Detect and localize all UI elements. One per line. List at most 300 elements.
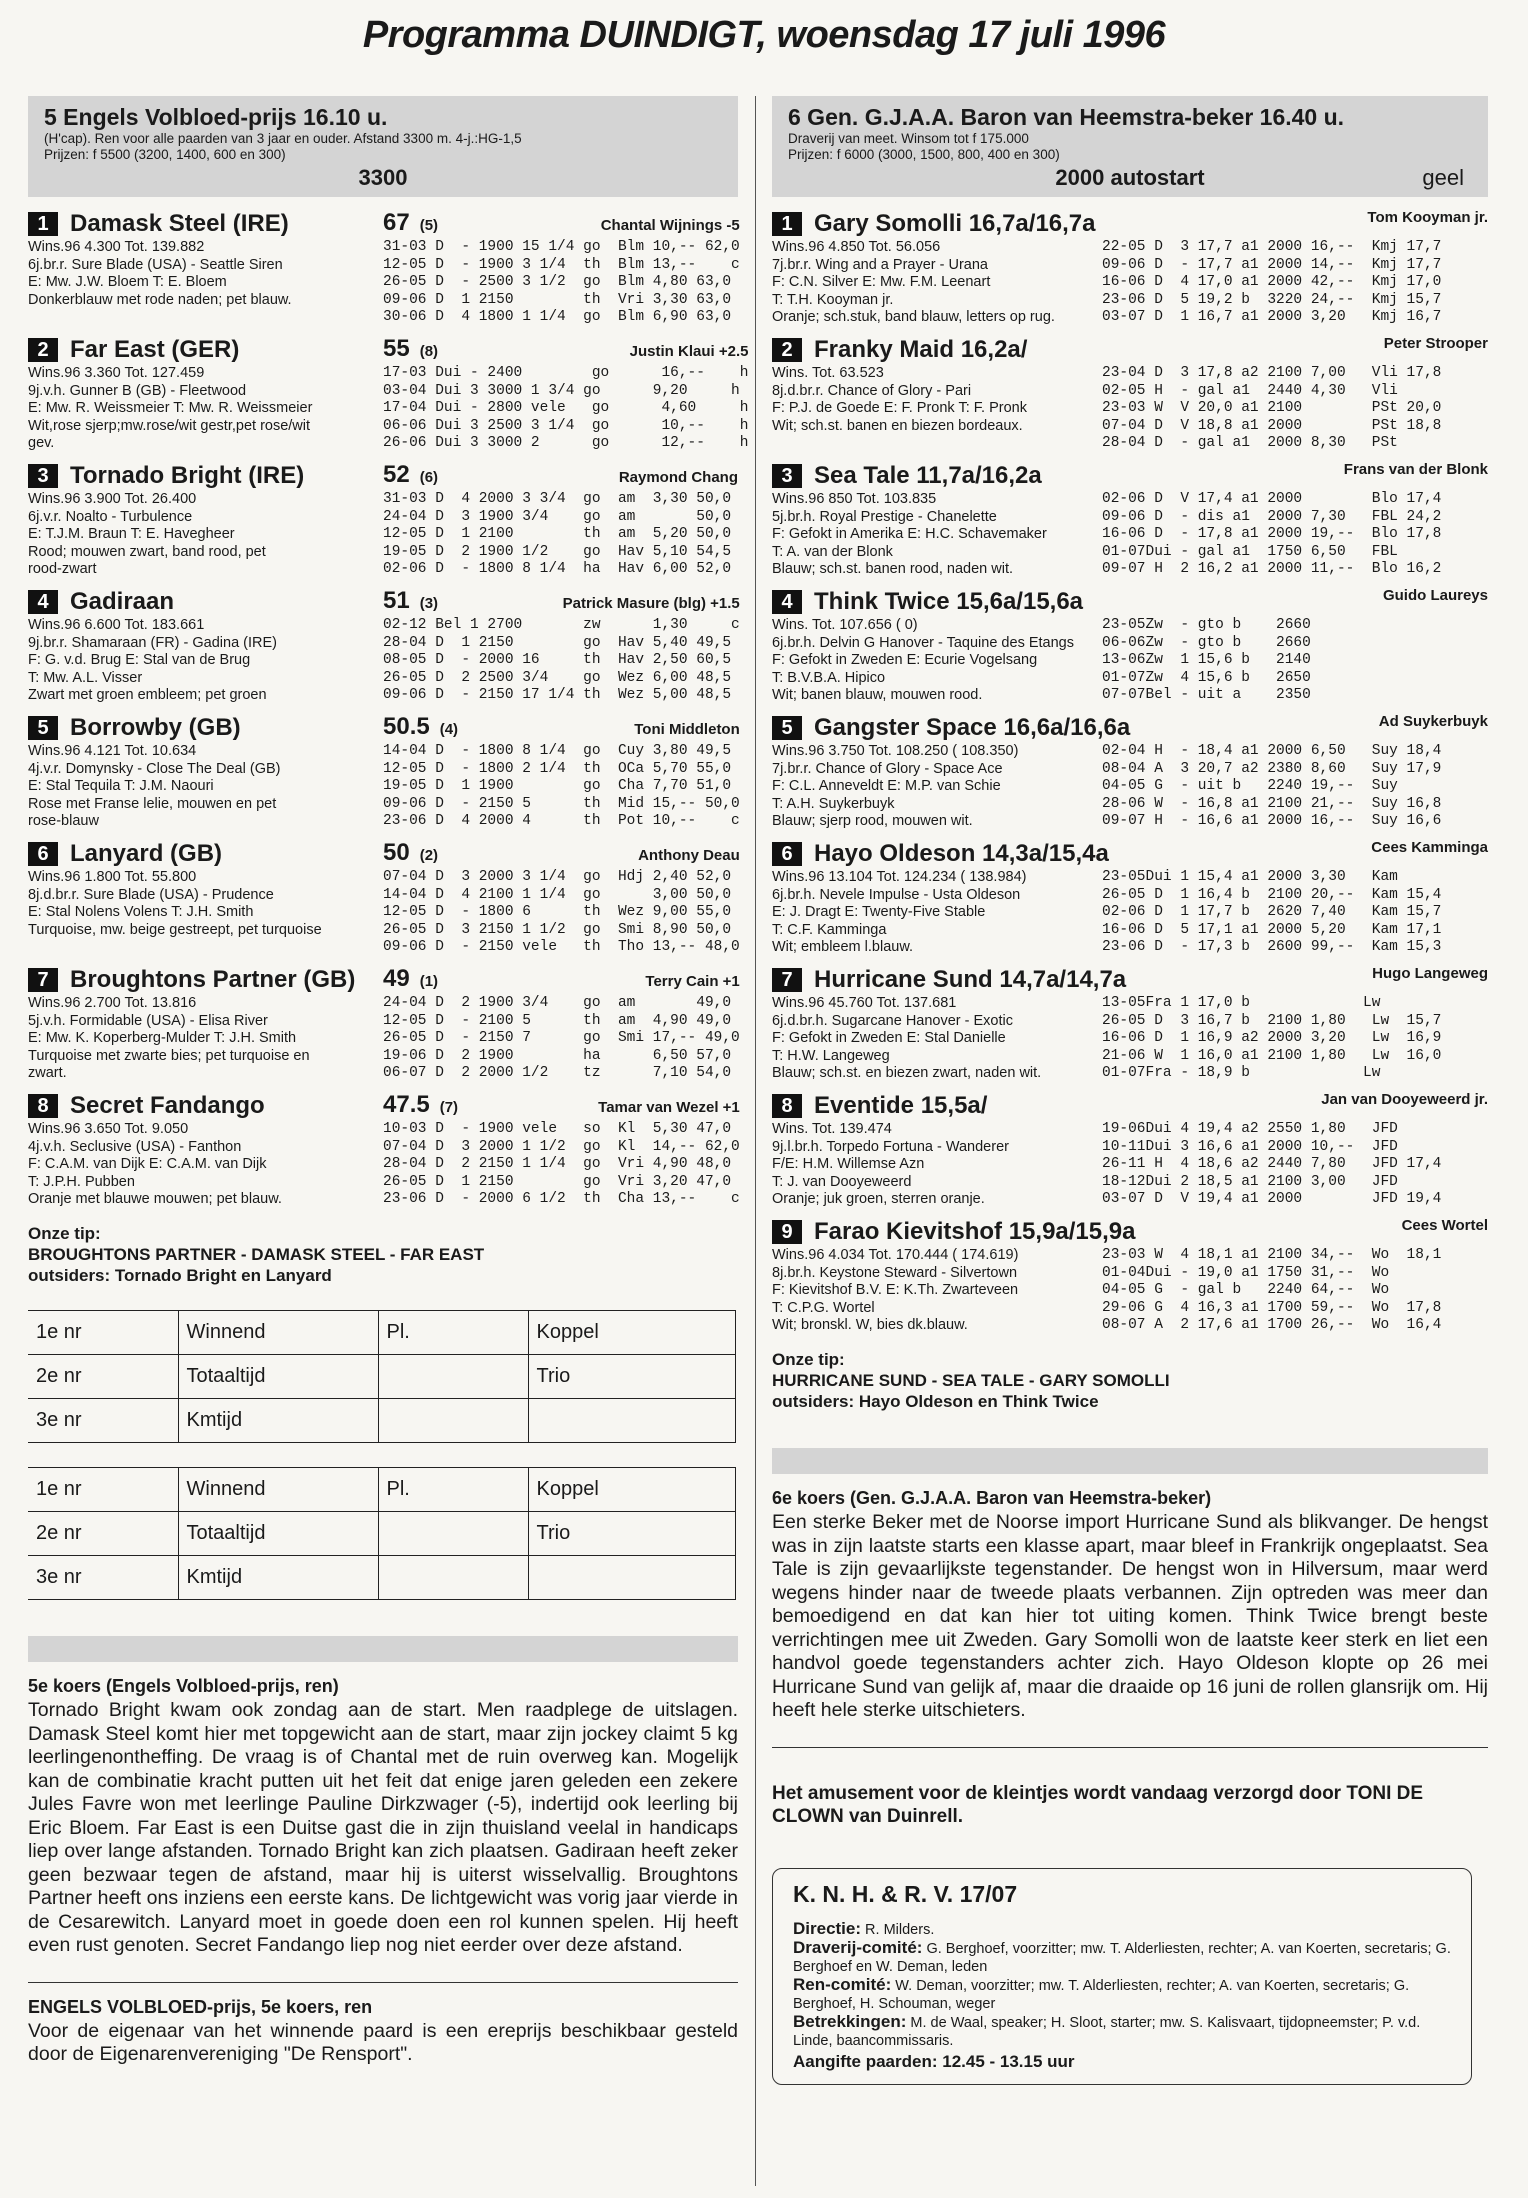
horse-info-line: Wins.96 13.104 Tot. 124.234 ( 138.984): [772, 869, 1027, 885]
horse-info-line: T: B.V.B.A. Hipico: [772, 669, 886, 686]
weight: [383, 713, 458, 741]
horse-form: [383, 965, 740, 1091]
horse-name: Hurricane Sund 14,7a/14,7a: [814, 966, 1127, 993]
race5-preview-body: Tornado Bright kwam ook zondag aan de start. Men raadplege de uitslagen. Damask Steel komt hier met topgewicht aan de start, maar zijn jockey claimt 5 kg leerlingenontheffing. De vraag is of Chantal met de ruin overweg kan. Mogelijk kan de combinatie kracht putten uit het feit dat enige jaren geleden een zekere Jules Favre won met leerlinge Pauline Dirkzwager (-5), indertijd ook leerling bij Eric Bloem. Far East is een Duitse gast die in zijn thuisland veelal in handicaps liep over lange afstanden. Tornado Bright kan zich plaatsen. Gadiraan heeft zeker geen bezwaar tegen de afstand, maar hij is uiterst wisselvallig. Broughtons Partner heeft ons inziens een eerste kans. De lichtgewicht was vorig jaar vierde in de Cesarewitch. Lanyard moet in goede doen een rol kunnen spelen. Hij heeft even rust genoten. Secret Fandango liep nog niet eerder over deze afstand.: [28, 1699, 738, 1956]
horse-info-line: zwart.: [28, 1065, 67, 1081]
knh-title: K. N. H. & R. V. 17/07: [793, 1880, 1018, 1907]
form-line: 19-05 D 1 1900 go Cha 7,70 51,0: [383, 778, 732, 794]
horse-info-line: Wins.96 4.300 Tot. 139.882: [28, 239, 205, 255]
form-cell: [528, 1399, 736, 1443]
gray-separator: [28, 1636, 738, 1662]
form-cell: Trio: [528, 1512, 736, 1556]
weight-jockey-line: [383, 461, 738, 491]
form-line: 12-05 D - 2100 5 th am 4,90 49,0: [383, 1012, 732, 1029]
result-form-2: [28, 1467, 736, 1600]
form-line: 23-03 W V 20,0 a1 2100 PSt 20,0: [1102, 400, 1442, 416]
form-line: 01-07Fra - 18,9 b Lw: [1102, 1065, 1381, 1081]
race6-color: geel: [1422, 165, 1464, 190]
horse-info-line: E: Stal Tequila T: J.M. Naouri: [28, 778, 214, 794]
knh-lines: [793, 1920, 1451, 2051]
horse-info-line: Wins.96 6.600 Tot. 183.661: [28, 617, 205, 633]
form-cell: [378, 1556, 528, 1600]
form-line: 19-06Dui 4 19,4 a2 2550 1,80 JFD: [1102, 1121, 1398, 1137]
form-line: 30-06 D 4 1800 1 1/4 go Blm 6,90 63,0: [383, 309, 732, 325]
form-line: 03-04 Dui 3 3000 1 3/4 go 9,20 h: [383, 382, 740, 399]
form-cell: [378, 1355, 528, 1399]
weight: [383, 335, 438, 363]
weight: [383, 461, 438, 489]
horse-name-line: [28, 587, 383, 617]
form-cell: [378, 1512, 528, 1556]
form-line: 23-05Dui 1 15,4 a1 2000 3,30 Kam: [1102, 869, 1398, 885]
horse-entry: [28, 713, 738, 839]
form-line: 08-07 A 2 17,6 a1 1700 26,-- Wo 16,4: [1102, 1317, 1442, 1333]
race6-title: 6 Gen. G.J.A.A. Baron van Heemstra-beker 16.40 u.: [788, 104, 1345, 130]
horse-info-line: Wins. Tot. 107.656 ( 0): [772, 617, 918, 633]
horse-info-line: E: J. Dragt E: Twenty-Five Stable: [772, 904, 986, 920]
horse-details: [28, 335, 383, 461]
race6-tip-label: Onze tip:: [772, 1350, 845, 1369]
horse-info-line: Wins.96 45.760 Tot. 137.681: [772, 995, 957, 1011]
form-line: 16-06 D 1 16,9 a2 2000 3,20 Lw 16,9: [1102, 1030, 1442, 1046]
start-number: 3: [28, 464, 58, 488]
form-cell: 1e nr: [28, 1311, 178, 1355]
form-line: 04-05 G - gal b 2240 64,-- Wo: [1102, 1282, 1390, 1298]
start-number: 5: [28, 716, 58, 740]
form-cell: Koppel: [528, 1468, 736, 1512]
horse-info-line: Wins.96 3.650 Tot. 9.050: [28, 1121, 189, 1137]
form-line: 28-04 D 2 2150 1 1/4 go Vri 4,90 48,0: [383, 1156, 732, 1172]
form-line: 13-05Fra 1 17,0 b Lw: [1102, 995, 1381, 1011]
horse-name-line: [772, 1091, 1472, 1121]
horse-info-line: 5j.v.h. Formidable (USA) - Elisa River: [28, 1012, 268, 1029]
horse-info-line: F: C.L. Anneveldt E: M.P. van Schie: [772, 778, 1001, 794]
horse-details: [772, 335, 1102, 461]
race6-preview-title: 6e koers (Gen. G.J.A.A. Baron van Heemstra-beker): [772, 1488, 1212, 1508]
form-line: 09-07 H - 16,6 a1 2000 16,-- Suy 16,6: [1102, 813, 1442, 829]
race5-preview-title: 5e koers (Engels Volbloed-prijs, ren): [28, 1676, 339, 1696]
form-line: 23-06 D - 17,3 b 2600 99,-- Kam 15,3: [1102, 939, 1442, 955]
horse-details: [28, 587, 383, 713]
jockey: Hugo Langeweg: [1372, 965, 1488, 982]
knh-line-text: R. Milders.: [861, 1921, 935, 1938]
form-line: 07-04 D 3 2000 3 1/4 go Hdj 2,40 52,0: [383, 869, 732, 885]
weight-jockey-line: [383, 839, 740, 869]
horse-info-line: Blauw; sch.st. banen rood, naden wit.: [772, 561, 1014, 577]
form-line: 18-12Dui 2 18,5 a1 2100 3,00 JFD: [1102, 1173, 1398, 1190]
horse-info-line: Wit; bronskl. W, bies dk.blauw.: [772, 1317, 968, 1333]
form-line: 23-03 W 4 18,1 a1 2100 34,-- Wo 18,1: [1102, 1247, 1442, 1263]
horse-info-line: E: Mw. K. Koperberg-Mulder T: J.H. Smith: [28, 1030, 297, 1046]
horse-name: Farao Kievitshof 15,9a/15,9a: [814, 1218, 1136, 1245]
horse-info-line: F: G. v.d. Brug E: Stal van de Brug: [28, 652, 251, 668]
horse-info-line: E: Mw. J.W. Bloem T: E. Bloem: [28, 274, 227, 290]
form-cell: 1e nr: [28, 1468, 178, 1512]
knh-line: [793, 1939, 1451, 1976]
form-line: 21-06 W 1 16,0 a1 2100 1,80 Lw 16,0: [1102, 1047, 1442, 1064]
divider: [772, 1747, 1488, 1748]
horse-name-line: [28, 335, 383, 365]
knh-line-text: M. de Waal, speaker; H. Sloot, starter; mw. S. Kalisvaart, tijdopneemster; P. v.d. Linde, baancommissaris.: [793, 2015, 1421, 2049]
form-cell: Winnend: [178, 1468, 378, 1512]
form-line: 26-05 D 2 2500 3/4 go Wez 6,00 48,5: [383, 669, 732, 686]
horse-form: [383, 209, 740, 335]
knh-line: [793, 1976, 1451, 2013]
horse-form: [383, 587, 740, 713]
horse-info-line: Blauw; sch.st. en biezen zwart, naden wit.: [772, 1065, 1042, 1081]
form-cell: Kmtijd: [178, 1556, 378, 1600]
horse-info-line: 8j.d.br.r. Chance of Glory - Pari: [772, 382, 972, 399]
horse-info-line: Blauw; sjerp rood, mouwen wit.: [772, 813, 973, 829]
race6-tip: [772, 1349, 1488, 1412]
horse-entry: [772, 965, 1488, 1091]
form-line: 06-07 D 2 2000 1/2 tz 7,10 54,0: [383, 1065, 732, 1081]
form-line: 07-07Bel - uit a 2350: [1102, 687, 1311, 703]
form-cell: 2e nr: [28, 1512, 178, 1556]
horse-name-line: [772, 713, 1472, 743]
draw-number: (2): [419, 847, 439, 864]
horse-details: [28, 965, 383, 1091]
form-cell: Winnend: [178, 1311, 378, 1355]
start-number: 7: [772, 968, 802, 992]
horse-details: [772, 209, 1102, 335]
knh-line-label: Betrekkingen:: [793, 2012, 907, 2031]
result-form-1: [28, 1310, 736, 1443]
weight: [383, 209, 438, 237]
form-line: 09-06 D - 2150 vele th Tho 13,-- 48,0: [383, 939, 740, 955]
form-line: 02-06 D 1 17,7 b 2620 7,40 Kam 15,7: [1102, 904, 1442, 920]
divider: [28, 1982, 738, 1983]
horse-info-line: T: Mw. A.L. Visser: [28, 669, 143, 686]
horse-name-line: [772, 839, 1472, 869]
weight: [383, 1091, 458, 1119]
race6-distance-text: 2000 autostart: [1055, 165, 1205, 190]
start-number: 3: [772, 464, 802, 488]
weight-value: 51: [383, 587, 410, 614]
right-column: [772, 96, 1488, 2186]
form-line: 19-06 D 2 1900 ha 6,50 57,0: [383, 1047, 732, 1064]
form-line: 24-04 D 2 1900 3/4 go am 49,0: [383, 995, 732, 1011]
horse-info-line: F: C.A.M. van Dijk E: C.A.M. van Dijk: [28, 1156, 267, 1172]
weight: [383, 587, 438, 615]
race5-tip: [28, 1223, 738, 1286]
horse-name: Sea Tale 11,7a/16,2a: [814, 462, 1042, 489]
horse-info-line: rose-blauw: [28, 813, 99, 829]
horse-info-line: 6j.br.r. Sure Blade (USA) - Seattle Siren: [28, 256, 283, 273]
form-cell: Koppel: [528, 1311, 736, 1355]
form-line: 10-03 D - 1900 vele so Kl 5,30 47,0: [383, 1121, 732, 1137]
horse-entry: [772, 461, 1488, 587]
form-line: 09-06 D - 17,7 a1 2000 14,-- Kmj 17,7: [1102, 256, 1442, 273]
race5-title: 5 Engels Volbloed-prijs 16.10 u.: [44, 104, 388, 130]
horse-info-line: T: J.P.H. Pubben: [28, 1173, 135, 1190]
jockey: Peter Strooper: [1383, 335, 1488, 352]
jockey: Cees Wortel: [1401, 1217, 1488, 1234]
start-number: 4: [772, 590, 802, 614]
form-line: 16-06 D - 17,8 a1 2000 19,-- Blo 17,8: [1102, 526, 1442, 542]
horse-info-line: Wins. Tot. 139.474: [772, 1121, 892, 1137]
horse-name: Hayo Oldeson 14,3a/15,4a: [814, 840, 1109, 867]
start-number: 5: [772, 716, 802, 740]
horse-info-line: Wins.96 2.700 Tot. 13.816: [28, 995, 197, 1011]
horse-info-line: T: J. van Dooyeweerd: [772, 1173, 912, 1190]
horse-info-line: F: Gefokt in Amerika E: H.C. Schavemaker: [772, 526, 1047, 542]
horse-info-line: Zwart met groen embleem; pet groen: [28, 687, 267, 703]
horse-info-line: Wins.96 850 Tot. 103.835: [772, 491, 937, 507]
horse-info-line: Oranje met blauwe mouwen; pet blauw.: [28, 1191, 282, 1207]
horse-info-line: 7j.br.r. Chance of Glory - Space Ace: [772, 760, 1003, 777]
start-number: 1: [28, 212, 58, 236]
horse-form: [383, 839, 740, 965]
race6-preview: [772, 1488, 1488, 1723]
horse-name-line: [28, 965, 383, 995]
form-line: 22-05 D 3 17,7 a1 2000 16,-- Kmj 17,7: [1102, 239, 1442, 255]
form-line: 31-03 D 4 2000 3 3/4 go am 3,30 50,0: [383, 491, 732, 507]
draw-number: (4): [439, 721, 459, 738]
jockey: Terry Cain +1: [645, 973, 740, 990]
start-number: 8: [772, 1094, 802, 1118]
weight-jockey-line: [383, 713, 740, 743]
knh-footer: Aangifte paarden: 12.45 - 13.15 uur: [793, 2052, 1075, 2071]
race6-prizes: Prijzen: f 6000 (3000, 1500, 800, 400 en 300): [788, 147, 1060, 162]
start-number: 9: [772, 1220, 802, 1244]
form-line: 12-05 D - 1800 2 1/4 th OCa 5,70 55,0: [383, 760, 732, 777]
form-line: 24-04 D 3 1900 3/4 go am 50,0: [383, 508, 732, 525]
form-line: 23-05Zw - gto b 2660: [1102, 617, 1311, 633]
horse-info-line: 4j.v.r. Domynsky - Close The Deal (GB): [28, 760, 281, 777]
draw-number: (3): [419, 595, 439, 612]
form-cell: Totaaltijd: [178, 1512, 378, 1556]
horse-form: [383, 1091, 740, 1217]
horse-name: Broughtons Partner (GB): [70, 966, 356, 993]
form-line: 01-07Zw 4 15,6 b 2650: [1102, 669, 1311, 686]
start-number: 2: [772, 338, 802, 362]
jockey: Toni Middleton: [634, 721, 740, 738]
start-number: 6: [772, 842, 802, 866]
horse-details: [772, 461, 1102, 587]
knh-line-label: Directie:: [793, 1918, 862, 1938]
horse-details: [772, 965, 1127, 1091]
form-line: 09-06 D - 2150 17 1/4 th Wez 5,00 48,5: [383, 687, 732, 703]
horse-info-line: Donkerblauw met rode naden; pet blauw.: [28, 291, 292, 308]
form-line: 08-04 A 3 20,7 a2 2380 8,60 Suy 17,9: [1102, 760, 1442, 777]
form-cell: [378, 1399, 528, 1443]
form-cell: 3e nr: [28, 1399, 178, 1443]
race5-field: [28, 209, 749, 1217]
race5-tip-label: Onze tip:: [28, 1224, 101, 1243]
form-line: 14-04 D 4 2100 1 1/4 go 3,00 50,0: [383, 886, 732, 903]
draw-number: (1): [419, 973, 439, 990]
jockey: Anthony Deau: [638, 847, 740, 864]
horse-info-line: 7j.br.r. Wing and a Prayer - Urana: [772, 256, 988, 273]
horse-name: Gangster Space 16,6a/16,6a: [814, 714, 1131, 741]
page-title: Programma DUINDIGT, woensdag 17 juli 1996: [362, 14, 1166, 56]
jockey: Cees Kamminga: [1371, 839, 1488, 856]
horse-details: [772, 713, 1131, 839]
horse-info-line: Wins.96 4.850 Tot. 56.056: [772, 239, 941, 255]
horse-entry: [772, 209, 1488, 335]
form-line: 08-05 D - 2000 16 th Hav 2,50 60,5: [383, 652, 732, 668]
horse-info-line: 6j.v.r. Noalto - Turbulence: [28, 508, 193, 525]
form-line: 26-05 D - 2500 3 1/2 go Blm 4,80 63,0: [383, 274, 732, 290]
race5-header: [28, 96, 738, 197]
weight-value: 50: [383, 839, 410, 866]
horse-name: Gary Somolli 16,7a/16,7a: [814, 210, 1096, 237]
horse-info-line: 5j.br.h. Royal Prestige - Chanelette: [772, 508, 997, 525]
race6-header: [772, 96, 1488, 197]
horse-info-line: Wins.96 3.900 Tot. 26.400: [28, 491, 197, 507]
weight-value: 67: [383, 209, 410, 236]
horse-details: [772, 587, 1102, 713]
gray-separator: [772, 1448, 1488, 1474]
race6-outsiders: outsiders: Hayo Oldeson en Think Twice: [772, 1392, 1099, 1411]
weight-jockey-line: [383, 1091, 740, 1121]
race6-conditions: Draverij van meet. Winsom tot f 175.000: [788, 131, 1029, 146]
knh-line: [793, 1920, 1451, 1940]
form-line: 26-05 D 1 2150 go Vri 3,20 47,0: [383, 1173, 732, 1190]
form-line: 12-05 D - 1800 6 th Wez 9,00 55,0: [383, 904, 732, 920]
horse-info-line: T: A. van der Blonk: [772, 543, 893, 560]
form-cell: [528, 1556, 736, 1600]
race5-preview: [28, 1676, 738, 1958]
horse-info-line: T: H.W. Langeweg: [772, 1047, 890, 1064]
form-line: 04-05 G - uit b 2240 19,-- Suy: [1102, 778, 1398, 794]
draw-number: (8): [419, 343, 439, 360]
weight-value: 49: [383, 965, 410, 992]
race5-outsiders: outsiders: Tornado Bright en Lanyard: [28, 1266, 332, 1285]
form-line: 09-06 D 1 2150 th Vri 3,30 63,0: [383, 291, 732, 308]
horse-entry: [28, 1091, 738, 1217]
horse-info-line: Wins.96 4.121 Tot. 10.634: [28, 743, 197, 759]
race6-distance: [788, 165, 1472, 191]
jockey: Chantal Wijnings -5: [600, 217, 740, 234]
horse-info-line: F: P.J. de Goede E: F. Pronk T: F. Pronk: [772, 400, 1027, 416]
jockey: Guido Laureys: [1382, 587, 1488, 604]
form-line: 07-04 D 3 2000 1 1/2 go Kl 14,-- 62,0: [383, 1138, 740, 1155]
jockey: Ad Suykerbuyk: [1378, 713, 1488, 730]
horse-info-line: Rose met Franse lelie, mouwen en pet: [28, 795, 277, 812]
form-line: 29-06 G 4 16,3 a1 1700 59,-- Wo 17,8: [1102, 1299, 1442, 1316]
horse-entry: [28, 209, 738, 335]
weight: [383, 839, 438, 867]
jockey: Tamar van Wezel +1: [598, 1099, 740, 1116]
horse-info-line: Wit; embleem l.blauw.: [772, 939, 914, 955]
form-line: 23-06 D - 2000 6 1/2 th Cha 13,-- c: [383, 1191, 740, 1207]
horse-info-line: Wit,rose sjerp;mw.rose/wit gestr,pet rose/wit: [28, 417, 311, 434]
form-line: 09-06 D - dis a1 2000 7,30 FBL 24,2: [1102, 508, 1442, 525]
weight-value: 47.5: [383, 1091, 430, 1118]
horse-info-line: Wins. Tot. 63.523: [772, 365, 884, 381]
horse-name: Think Twice 15,6a/15,6a: [814, 588, 1084, 615]
race6-tip-text: HURRICANE SUND - SEA TALE - GARY SOMOLLI: [772, 1371, 1170, 1390]
form-line: 02-04 H - 18,4 a1 2000 6,50 Suy 18,4: [1102, 743, 1442, 759]
horse-entry: [772, 839, 1488, 965]
form-cell: Kmtijd: [178, 1399, 378, 1443]
form-line: 23-06 D 4 2000 4 th Pot 10,-- c: [383, 813, 740, 829]
form-line: 26-05 D 1 16,4 b 2100 20,-- Kam 15,4: [1102, 886, 1442, 903]
weight-value: 55: [383, 335, 410, 362]
horse-details: [28, 1091, 383, 1217]
horse-name: Borrowby (GB): [70, 714, 241, 741]
form-line: 12-05 D 1 2100 th am 5,20 50,0: [383, 526, 732, 542]
weight-jockey-line: [383, 335, 748, 365]
horse-info-line: Wins.96 4.034 Tot. 170.444 ( 174.619): [772, 1247, 1019, 1263]
start-number: 1: [772, 212, 802, 236]
horse-info-line: Wins.96 3.750 Tot. 108.250 ( 108.350): [772, 743, 1019, 759]
start-number: 2: [28, 338, 58, 362]
horse-info-line: 4j.v.h. Seclusive (USA) - Fanthon: [28, 1138, 242, 1155]
horse-info-line: 8j.br.h. Keystone Steward - Silvertown: [772, 1264, 1018, 1281]
jockey: Jan van Dooyeweerd jr.: [1321, 1091, 1488, 1108]
horse-name-line: [772, 587, 1472, 617]
race6-field: [772, 209, 1488, 1343]
form-line: 28-06 W - 16,8 a1 2100 21,-- Suy 16,8: [1102, 795, 1442, 812]
horse-entry: [28, 965, 738, 1091]
form-line: 09-07 H 2 16,2 a1 2000 11,-- Blo 16,2: [1102, 561, 1442, 577]
horse-entry: [772, 335, 1488, 461]
form-cell: Pl.: [378, 1468, 528, 1512]
horse-info-line: rood-zwart: [28, 561, 97, 577]
horse-name-line: [772, 335, 1472, 365]
horse-info-line: 9j.l.br.h. Torpedo Fortuna - Wanderer: [772, 1138, 1009, 1155]
horse-info-line: Wins.96 3.360 Tot. 127.459: [28, 365, 205, 381]
jockey: Raymond Chang: [618, 469, 738, 486]
horse-details: [772, 1217, 1136, 1343]
form-line: 28-04 D 1 2150 go Hav 5,40 49,5: [383, 634, 732, 651]
weight-jockey-line: [383, 209, 740, 239]
horse-name-line: [28, 209, 383, 239]
form-line: 17-03 Dui - 2400 go 16,-- h: [383, 365, 749, 381]
horse-info-line: 9j.v.h. Gunner B (GB) - Fleetwood: [28, 382, 247, 399]
horse-info-line: Rood; mouwen zwart, band rood, pet: [28, 543, 266, 560]
horse-entry: [28, 587, 738, 713]
form-line: 01-07Dui - gal a1 1750 6,50 FBL: [1102, 543, 1398, 560]
form-line: 06-06Zw - gto b 2660: [1102, 634, 1311, 651]
horse-details: [772, 839, 1109, 965]
horse-entry: [772, 587, 1488, 713]
horse-details: [28, 713, 383, 839]
horse-name-line: [772, 461, 1472, 491]
horse-info-line: T: C.P.G. Wortel: [772, 1299, 875, 1316]
jockey: Frans van der Blonk: [1343, 461, 1488, 478]
horse-name-line: [772, 965, 1472, 995]
draw-number: (7): [439, 1099, 459, 1116]
form-line: 09-06 D - 2150 5 th Mid 15,-- 50,0: [383, 795, 740, 812]
horse-info-line: E: Stal Nolens Volens T: J.H. Smith: [28, 904, 254, 920]
race5-conditions: (H'cap). Ren voor alle paarden van 3 jaar en ouder. Afstand 3300 m. 4-j.:HG-1,5: [44, 131, 522, 146]
race5-tip-text: BROUGHTONS PARTNER - DAMASK STEEL - FAR EAST: [28, 1245, 485, 1264]
form-line: 23-04 D 3 17,8 a2 2100 7,00 Vli 17,8: [1102, 365, 1442, 381]
horse-entry: [772, 1217, 1488, 1343]
horse-name: Secret Fandango: [70, 1092, 265, 1119]
horse-details: [772, 1091, 1102, 1217]
form-line: 17-04 Dui - 2800 vele go 4,60 h: [383, 400, 749, 416]
horse-info-line: Wins.96 1.800 Tot. 55.800: [28, 869, 197, 885]
jockey: Tom Kooyman jr.: [1367, 209, 1488, 226]
horse-info-line: Oranje; juk groen, sterren oranje.: [772, 1191, 985, 1207]
weight-value: 52: [383, 461, 410, 488]
weight-jockey-line: [383, 587, 740, 617]
race5-prize-note: [28, 1997, 738, 2067]
horse-info-line: F: C.N. Silver E: Mw. F.M. Leenart: [772, 274, 991, 290]
horse-name: Tornado Bright (IRE): [70, 462, 305, 489]
horse-name-line: [28, 839, 383, 869]
form-line: 02-05 H - gal a1 2440 4,30 Vli: [1102, 382, 1398, 399]
horse-info-line: T: C.F. Kamminga: [772, 921, 887, 938]
form-line: 26-05 D 3 2150 1 1/2 go Smi 8,90 50,0: [383, 921, 732, 938]
horse-name: Eventide 15,5a/: [814, 1092, 988, 1119]
horse-info-line: T: A.H. Suykerbuyk: [772, 795, 895, 812]
